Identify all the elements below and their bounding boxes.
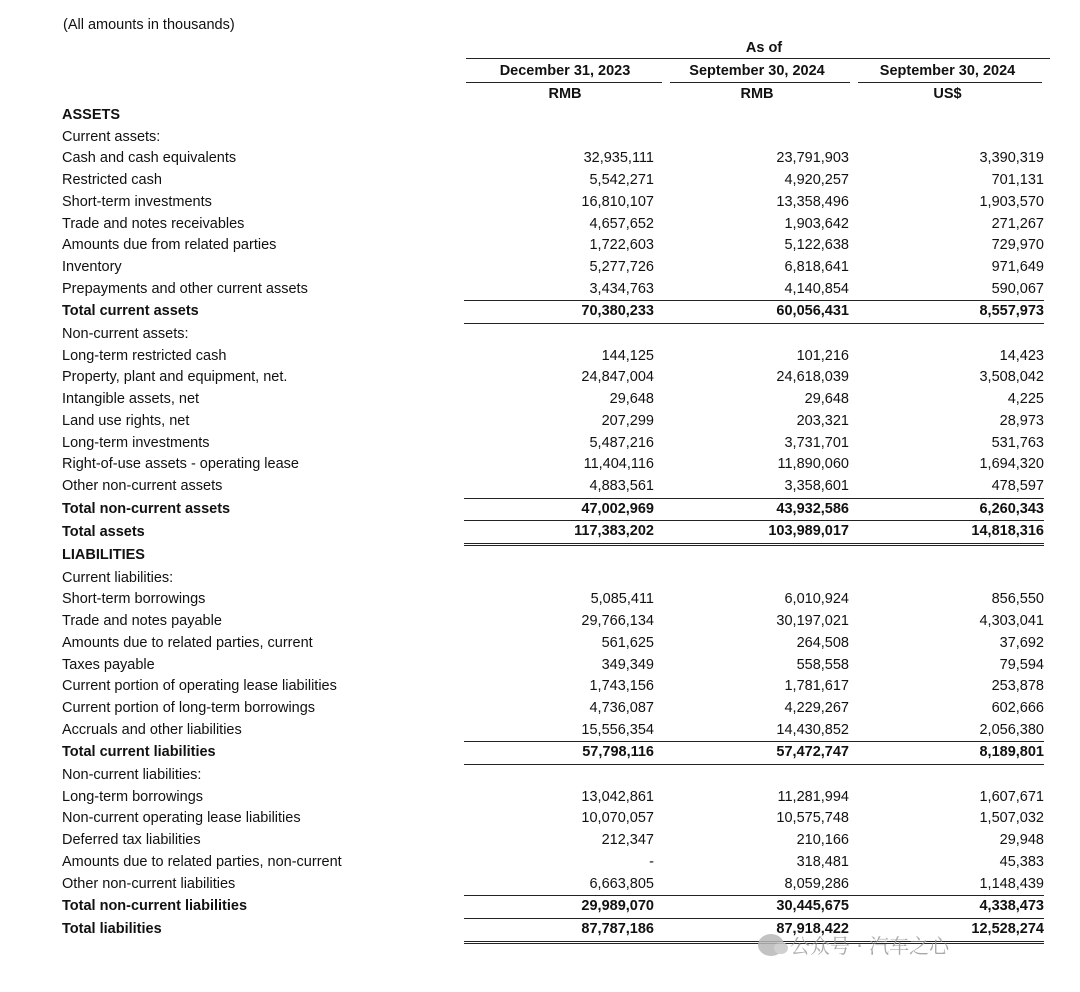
value-cell: 57,798,116 bbox=[464, 742, 654, 765]
value-cell: 1,903,570 bbox=[979, 193, 1044, 210]
col3-date-rule bbox=[858, 82, 1042, 83]
col2-date-rule bbox=[670, 82, 850, 83]
value-cell bbox=[464, 127, 654, 149]
value-cell: 4,338,473 bbox=[849, 896, 1044, 919]
value-cell: 29,648 bbox=[804, 391, 849, 408]
table-row bbox=[62, 720, 1044, 742]
watermark bbox=[758, 930, 949, 959]
value-cell: 8,557,973 bbox=[849, 301, 1044, 324]
table-row bbox=[62, 545, 1044, 568]
value-cell: 253,878 bbox=[991, 678, 1044, 695]
table-row bbox=[62, 787, 1044, 809]
value-cell: 271,267 bbox=[991, 215, 1044, 232]
value-cell: 1,743,156 bbox=[589, 678, 654, 695]
col3-currency: US$ bbox=[933, 86, 962, 102]
value-cell: 8,059,286 bbox=[784, 875, 849, 892]
value-cell: 971,649 bbox=[991, 258, 1044, 275]
value-cell: 14,818,316 bbox=[849, 521, 1044, 545]
row-label: Prepayments and other current assets bbox=[62, 280, 308, 297]
row-label: Trade and notes receivables bbox=[62, 215, 245, 232]
value-cell: 11,890,060 bbox=[777, 456, 849, 473]
table-row bbox=[62, 105, 1044, 127]
row-label: Current liabilities: bbox=[62, 569, 174, 586]
table-row bbox=[62, 389, 1044, 411]
amounts-note: (All amounts in thousands) bbox=[63, 17, 235, 33]
value-cell: 1,722,603 bbox=[589, 237, 654, 254]
row-label: Total current assets bbox=[62, 303, 199, 320]
value-cell: 16,810,107 bbox=[581, 193, 654, 210]
row-label: Trade and notes payable bbox=[62, 613, 222, 630]
value-cell: 8,189,801 bbox=[849, 742, 1044, 765]
value-cell: 29,648 bbox=[609, 391, 654, 408]
value-cell: 6,010,924 bbox=[784, 591, 849, 608]
row-label: Short-term borrowings bbox=[62, 591, 206, 608]
value-cell bbox=[654, 568, 849, 590]
value-cell bbox=[464, 105, 654, 127]
value-cell: 4,920,257 bbox=[784, 172, 849, 189]
col1-currency: RMB bbox=[548, 86, 582, 102]
row-label: Total liabilities bbox=[62, 921, 162, 938]
value-cell: 4,225 bbox=[1007, 391, 1044, 408]
value-cell: 60,056,431 bbox=[654, 301, 849, 324]
table-row bbox=[62, 324, 1044, 346]
value-cell: 87,787,186 bbox=[464, 918, 654, 942]
table-row bbox=[62, 521, 1044, 545]
value-cell: 561,625 bbox=[601, 634, 654, 651]
table-row bbox=[62, 611, 1044, 633]
table-row bbox=[62, 257, 1044, 279]
value-cell: 29,989,070 bbox=[464, 896, 654, 919]
value-cell: 3,358,601 bbox=[784, 477, 849, 494]
value-cell bbox=[654, 765, 849, 787]
value-cell: 14,430,852 bbox=[776, 721, 849, 738]
value-cell: 24,847,004 bbox=[581, 369, 654, 386]
table-row bbox=[62, 589, 1044, 611]
row-label: Other non-current assets bbox=[62, 478, 223, 495]
row-label: Total non-current assets bbox=[62, 500, 231, 517]
row-label: Amounts due to related parties, current bbox=[62, 634, 313, 651]
value-cell: 5,085,411 bbox=[590, 591, 654, 608]
value-cell: 5,542,271 bbox=[589, 172, 654, 189]
row-label: Current portion of long-term borrowings bbox=[62, 699, 316, 716]
value-cell: 3,390,319 bbox=[979, 150, 1044, 167]
row-label: Taxes payable bbox=[62, 656, 155, 673]
value-cell: 1,781,617 bbox=[784, 678, 849, 695]
value-cell: 210,166 bbox=[796, 832, 849, 849]
value-cell: 6,818,641 bbox=[784, 258, 849, 275]
value-cell: 3,434,763 bbox=[589, 280, 654, 297]
row-label: Land use rights, net bbox=[62, 412, 190, 429]
table-row bbox=[62, 433, 1044, 455]
table-row bbox=[62, 214, 1044, 236]
value-cell: 1,607,671 bbox=[979, 788, 1044, 805]
value-cell: 4,140,854 bbox=[784, 280, 849, 297]
value-cell: 14,423 bbox=[999, 347, 1044, 364]
table-row bbox=[62, 568, 1044, 590]
value-cell: 79,594 bbox=[999, 656, 1044, 673]
table-row bbox=[62, 346, 1044, 368]
as-of-heading: As of bbox=[745, 40, 783, 56]
value-cell: 57,472,747 bbox=[654, 742, 849, 765]
value-cell bbox=[849, 545, 1044, 568]
row-label: Amounts due from related parties bbox=[62, 237, 277, 254]
row-label: ASSETS bbox=[62, 107, 121, 123]
row-label: Other non-current liabilities bbox=[62, 875, 236, 892]
row-label: Cash and cash equivalents bbox=[62, 150, 237, 167]
table-row bbox=[62, 498, 1044, 521]
value-cell bbox=[464, 568, 654, 590]
value-cell bbox=[849, 568, 1044, 590]
table-row bbox=[62, 367, 1044, 389]
value-cell: 29,948 bbox=[999, 832, 1044, 849]
value-cell: 1,148,439 bbox=[979, 875, 1044, 892]
table-row bbox=[62, 148, 1044, 170]
value-cell: 6,663,805 bbox=[589, 875, 654, 892]
balance-sheet-table bbox=[62, 105, 1044, 944]
table-row bbox=[62, 633, 1044, 655]
value-cell: 203,321 bbox=[796, 412, 849, 429]
table-row bbox=[62, 476, 1044, 498]
value-cell: 3,508,042 bbox=[979, 369, 1044, 386]
row-label: Current portion of operating lease liabilities bbox=[62, 678, 337, 695]
value-cell: 101,216 bbox=[796, 347, 849, 364]
value-cell: 856,550 bbox=[991, 591, 1044, 608]
value-cell: 264,508 bbox=[796, 634, 849, 651]
value-cell: 117,383,202 bbox=[464, 521, 654, 545]
row-label: Long-term investments bbox=[62, 434, 210, 451]
row-label: Inventory bbox=[62, 258, 122, 275]
table-row bbox=[62, 279, 1044, 301]
table-row bbox=[62, 192, 1044, 214]
value-cell: 4,657,652 bbox=[589, 215, 654, 232]
value-cell: 13,042,861 bbox=[581, 788, 654, 805]
value-cell: 10,575,748 bbox=[776, 810, 849, 827]
value-cell: 45,383 bbox=[999, 853, 1044, 870]
value-cell bbox=[464, 545, 654, 568]
value-cell bbox=[849, 765, 1044, 787]
value-cell: 10,070,057 bbox=[581, 810, 654, 827]
value-cell: 729,970 bbox=[991, 237, 1044, 254]
value-cell bbox=[654, 545, 849, 568]
value-cell: 3,731,701 bbox=[784, 434, 849, 451]
row-label: LIABILITIES bbox=[62, 547, 145, 564]
value-cell: 43,932,586 bbox=[654, 498, 849, 521]
value-cell: 28,973 bbox=[999, 412, 1044, 429]
col1-date-rule bbox=[466, 82, 662, 83]
row-label: Accruals and other liabilities bbox=[62, 721, 242, 738]
row-label: Intangible assets, net bbox=[62, 391, 200, 408]
value-cell: 11,281,994 bbox=[777, 788, 849, 805]
row-label: Amounts due to related parties, non-current bbox=[62, 853, 342, 870]
row-label: Long-term restricted cash bbox=[62, 347, 227, 364]
value-cell: 29,766,134 bbox=[581, 613, 654, 630]
table-row bbox=[62, 676, 1044, 698]
row-label: Non-current liabilities: bbox=[62, 766, 202, 783]
row-label: Total non-current liabilities bbox=[62, 898, 248, 915]
value-cell: 5,277,726 bbox=[589, 258, 654, 275]
value-cell: 4,736,087 bbox=[589, 699, 654, 716]
value-cell: 32,935,111 bbox=[583, 150, 654, 167]
value-cell: 6,260,343 bbox=[849, 498, 1044, 521]
value-cell bbox=[654, 324, 849, 346]
value-cell: 531,763 bbox=[991, 434, 1044, 451]
wechat-icon bbox=[758, 934, 784, 956]
row-label: Total assets bbox=[62, 523, 145, 540]
value-cell: 37,692 bbox=[999, 634, 1044, 651]
table-row bbox=[62, 765, 1044, 787]
row-label: Non-current assets: bbox=[62, 325, 189, 342]
value-cell bbox=[464, 765, 654, 787]
value-cell: 1,903,642 bbox=[784, 215, 849, 232]
value-cell: 13,358,496 bbox=[776, 193, 849, 210]
value-cell: 47,002,969 bbox=[464, 498, 654, 521]
value-cell: 5,122,638 bbox=[784, 237, 849, 254]
value-cell: 5,487,216 bbox=[589, 434, 654, 451]
table-row bbox=[62, 301, 1044, 324]
value-cell: 15,556,354 bbox=[581, 721, 654, 738]
value-cell: 103,989,017 bbox=[654, 521, 849, 545]
col3-date: September 30, 2024 bbox=[879, 63, 1016, 79]
value-cell bbox=[464, 324, 654, 346]
table-row bbox=[62, 742, 1044, 765]
table-row bbox=[62, 874, 1044, 896]
value-cell bbox=[849, 324, 1044, 346]
value-cell: 87,918,422 bbox=[654, 918, 849, 942]
value-cell: 144,125 bbox=[601, 347, 654, 364]
as-of-rule bbox=[466, 58, 1050, 59]
row-label: Non-current operating lease liabilities bbox=[62, 810, 301, 827]
row-label: Property, plant and equipment, net. bbox=[62, 369, 288, 386]
col2-date: September 30, 2024 bbox=[689, 63, 825, 79]
row-label: Restricted cash bbox=[62, 172, 162, 189]
table-row bbox=[62, 655, 1044, 677]
watermark-text: 公众号 · 汽车之心 bbox=[790, 934, 950, 958]
value-cell: 1,507,032 bbox=[979, 810, 1044, 827]
value-cell: 30,197,021 bbox=[776, 613, 849, 630]
value-cell: 70,380,233 bbox=[464, 301, 654, 324]
table-row bbox=[62, 170, 1044, 192]
value-cell: 349,349 bbox=[601, 656, 654, 673]
table-row bbox=[62, 454, 1044, 476]
value-cell: 23,791,903 bbox=[776, 150, 849, 167]
table-row bbox=[62, 127, 1044, 149]
value-cell: 11,404,116 bbox=[583, 456, 654, 473]
value-cell: 4,303,041 bbox=[979, 613, 1044, 630]
value-cell bbox=[654, 127, 849, 149]
value-cell: 602,666 bbox=[991, 699, 1044, 716]
value-cell bbox=[849, 127, 1044, 149]
value-cell: 207,299 bbox=[601, 412, 654, 429]
value-cell: 701,131 bbox=[991, 172, 1044, 189]
row-label: Deferred tax liabilities bbox=[62, 832, 201, 849]
value-cell: 212,347 bbox=[601, 832, 654, 849]
value-cell: 318,481 bbox=[796, 853, 849, 870]
value-cell: 478,597 bbox=[991, 477, 1044, 494]
value-cell bbox=[654, 105, 849, 127]
col2-currency: RMB bbox=[740, 86, 774, 102]
table-row bbox=[62, 808, 1044, 830]
value-cell: 1,694,320 bbox=[979, 456, 1044, 473]
table-row bbox=[62, 235, 1044, 257]
value-cell: 2,056,380 bbox=[979, 721, 1044, 738]
row-label: Total current liabilities bbox=[62, 744, 216, 761]
row-label: Current assets: bbox=[62, 128, 161, 145]
table-row bbox=[62, 830, 1044, 852]
row-label: Long-term borrowings bbox=[62, 788, 204, 805]
value-cell: 590,067 bbox=[991, 280, 1044, 297]
value-cell: 558,558 bbox=[796, 656, 849, 673]
table-row bbox=[62, 411, 1044, 433]
value-cell bbox=[849, 105, 1044, 127]
value-cell: 12,528,274 bbox=[849, 918, 1044, 942]
value-cell: 4,883,561 bbox=[589, 477, 654, 494]
row-label: Short-term investments bbox=[62, 193, 212, 210]
row-label: Right-of-use assets - operating lease bbox=[62, 456, 299, 473]
table-row bbox=[62, 852, 1044, 874]
value-cell: - bbox=[649, 853, 654, 870]
col1-date: December 31, 2023 bbox=[499, 63, 631, 79]
value-cell: 4,229,267 bbox=[784, 699, 849, 716]
value-cell: 24,618,039 bbox=[776, 369, 849, 386]
value-cell: 30,445,675 bbox=[654, 896, 849, 919]
table-row bbox=[62, 896, 1044, 919]
table-row bbox=[62, 698, 1044, 720]
